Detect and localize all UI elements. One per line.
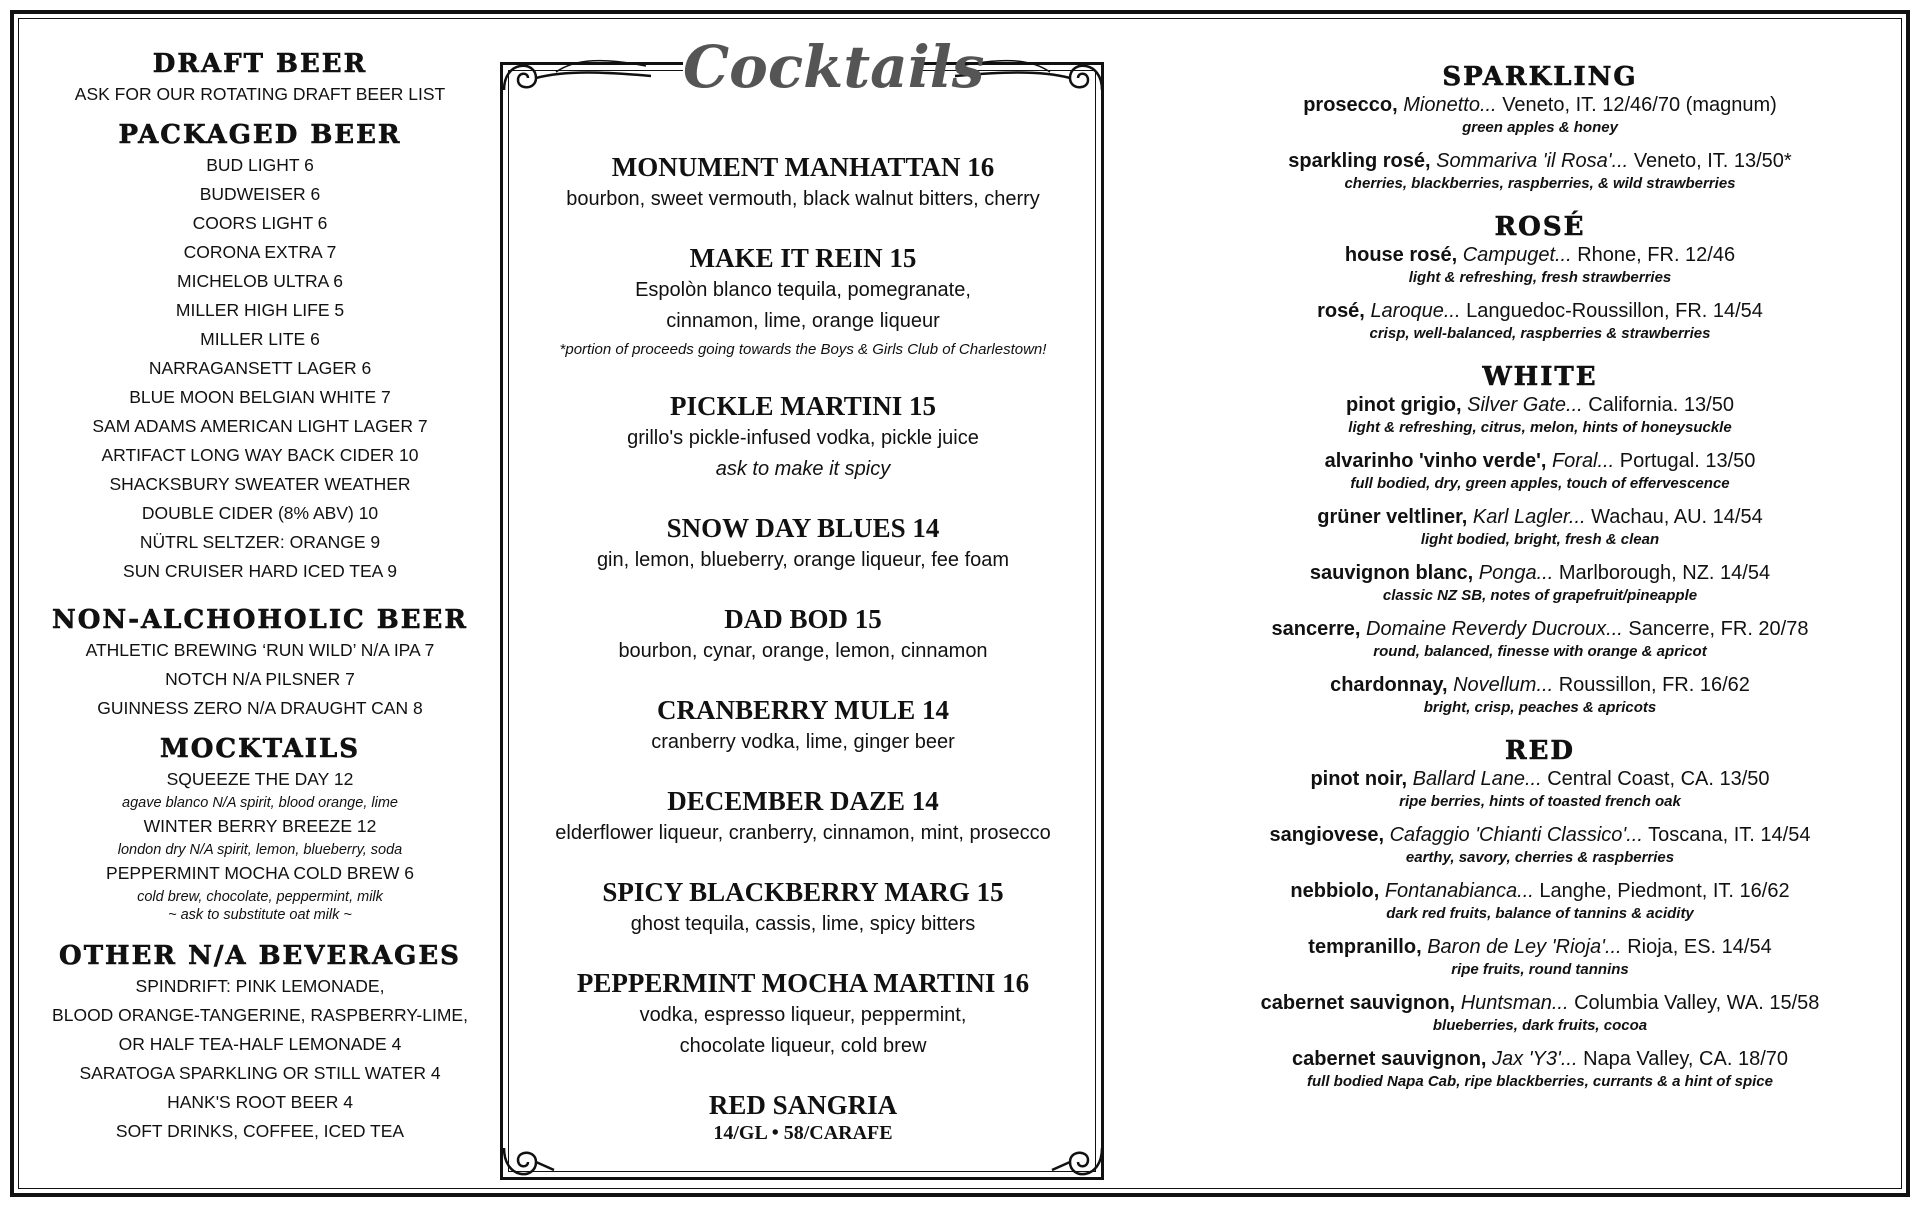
cocktail-item (498, 150, 1108, 215)
other-na-heading: OTHER N/A BEVERAGES (59, 941, 461, 971)
list-item: SHACKSBURY SWEATER WEATHER (109, 474, 411, 494)
cocktail-desc: vodka, espresso liqueur, peppermint, (639, 1004, 967, 1026)
wine-note: bright, crisp, peaches & apricots (1423, 699, 1657, 716)
wine-region-price: Wachau, AU. 14/54 (1591, 506, 1763, 528)
cocktail-desc: Espolòn blanco tequila, pomegranate, (635, 279, 971, 301)
packaged-beer-heading: PACKAGED BEER (118, 120, 402, 150)
wine-producer: Silver Gate... (1467, 394, 1583, 416)
wine-note: earthy, savory, cherries & raspberries (1405, 849, 1675, 866)
wine-item (1200, 990, 1880, 1016)
wine-producer: Laroque... (1370, 300, 1461, 322)
wine-note: blueberries, dark fruits, cocoa (1432, 1017, 1648, 1034)
wine-note: classic NZ SB, notes of grapefruit/pineapple (1382, 587, 1698, 604)
wine-item (1200, 298, 1880, 324)
non-alcoholic-beer-heading: NON-ALCHOHOLIC BEER (52, 605, 468, 635)
wine-name: sancerre, (1271, 618, 1361, 640)
mocktail-name: PEPPERMINT MOCHA COLD BREW 6 (106, 863, 414, 883)
cocktail-desc: gin, lemon, blueberry, orange liqueur, fee foam (596, 549, 1010, 571)
wine-name: pinot grigio, (1346, 394, 1462, 416)
wine-item (1200, 766, 1880, 792)
wine-name: prosecco, (1303, 94, 1398, 116)
wine-note: light bodied, bright, fresh & clean (1420, 531, 1660, 548)
cocktail-name: PEPPERMINT MOCHA MARTINI 16 (576, 968, 1030, 998)
wine-name: sparkling rosé, (1288, 150, 1431, 172)
wine-producer: Novellum... (1453, 674, 1554, 696)
list-item: MILLER HIGH LIFE 5 (175, 300, 345, 320)
wine-region-price: Napa Valley, CA. 18/70 (1583, 1048, 1788, 1070)
wine-item (1200, 878, 1880, 904)
list-item: GUINNESS ZERO N/A DRAUGHT CAN 8 (97, 698, 423, 718)
wine-producer: Karl Lagler... (1472, 506, 1586, 528)
wine-producer: Baron de Ley 'Rioja'... (1427, 936, 1622, 958)
mocktails-heading: MOCKTAILS (159, 734, 361, 764)
wine-producer: Huntsman... (1460, 992, 1569, 1014)
sangria-name: RED SANGRIA (708, 1090, 898, 1120)
wine-region-price: Rioja, ES. 14/54 (1627, 936, 1772, 958)
cocktail-desc: grillo's pickle-infused vodka, pickle juice (627, 427, 979, 449)
wine-region-price: Portugal. 13/50 (1619, 450, 1756, 472)
cocktail-item (498, 1088, 1108, 1145)
wine-note: light & refreshing, citrus, melon, hints of honeysuckle (1348, 419, 1732, 436)
cocktail-name: MONUMENT MANHATTAN 16 (611, 152, 995, 182)
wine-region-price: Langhe, Piedmont, IT. 16/62 (1539, 880, 1790, 902)
list-item: BUDWEISER 6 (199, 184, 321, 204)
cocktail-item (498, 784, 1108, 849)
cocktail-column (498, 33, 1108, 1171)
cocktail-name: CRANBERRY MULE 14 (656, 695, 950, 725)
mocktail-name: WINTER BERRY BREEZE 12 (143, 816, 377, 836)
mocktail-note: ~ ask to substitute oat milk ~ (168, 907, 352, 923)
cocktail-item (498, 875, 1108, 940)
wine-item (1200, 392, 1880, 418)
list-item: ARTIFACT LONG WAY BACK CIDER 10 (101, 445, 419, 465)
list-item: BLOOD ORANGE-TANGERINE, RASPBERRY-LIME, (52, 1005, 468, 1025)
wine-note: full bodied Napa Cab, ripe blackberries, currants & a hint of spice (1307, 1073, 1773, 1090)
list-item: BLUE MOON BELGIAN WHITE 7 (129, 387, 391, 407)
cocktail-desc: bourbon, sweet vermouth, black walnut bitters, cherry (566, 188, 1040, 210)
list-item: NÜTRL SELTZER: ORANGE 9 (139, 532, 381, 552)
wine-name: grüner veltliner, (1317, 506, 1468, 528)
wine-region-price: Rhone, FR. 12/46 (1577, 244, 1736, 266)
cocktail-note: *portion of proceeds going towards the Boys & Girls Club of Charlestown! (559, 341, 1047, 358)
list-item: BUD LIGHT 6 (206, 155, 314, 175)
cocktail-item (498, 966, 1108, 1062)
wine-note: full bodied, dry, green apples, touch of effervescence (1350, 475, 1730, 492)
packaged-beer-list (40, 151, 480, 586)
wine-name: chardonnay, (1330, 674, 1448, 696)
wine-producer: Domaine Reverdy Ducroux... (1366, 618, 1623, 640)
cocktail-desc: ghost tequila, cassis, lime, spicy bitters (630, 913, 976, 935)
wine-note: cherries, blackberries, raspberries, & wild strawberries (1344, 175, 1736, 192)
wine-name: cabernet sauvignon, (1260, 992, 1456, 1014)
list-item: SAM ADAMS AMERICAN LIGHT LAGER 7 (92, 416, 428, 436)
wine-producer: Fontanabianca... (1384, 880, 1534, 902)
wine-item (1200, 92, 1880, 118)
beer-column (40, 48, 480, 1146)
list-item: SOFT DRINKS, COFFEE, ICED TEA (115, 1121, 405, 1141)
cocktail-desc: cinnamon, lime, orange liqueur (666, 310, 940, 332)
wine-name: rosé, (1317, 300, 1365, 322)
wine-region-price: Veneto, IT. 13/50* (1633, 150, 1792, 172)
wine-name: sangiovese, (1269, 824, 1385, 846)
wine-note: crisp, well-balanced, raspberries & strawberries (1369, 325, 1711, 342)
cocktail-desc: chocolate liqueur, cold brew (679, 1035, 927, 1057)
wine-section-heading: WHITE (1482, 362, 1598, 392)
wine-name: tempranillo, (1308, 936, 1422, 958)
wine-note: light & refreshing, fresh strawberries (1408, 269, 1672, 286)
wine-producer: Sommariva 'il Rosa'... (1436, 150, 1629, 172)
wine-region-price: California. 13/50 (1588, 394, 1734, 416)
wine-region-price: Veneto, IT. 12/46/70 (magnum) (1502, 94, 1777, 116)
cocktail-name: PICKLE MARTINI 15 (669, 391, 937, 421)
wine-item (1200, 822, 1880, 848)
wine-name: pinot noir, (1310, 768, 1408, 790)
cocktail-item (498, 511, 1108, 576)
wine-section-heading: RED (1505, 736, 1575, 766)
list-item: SARATOGA SPARKLING OR STILL WATER 4 (79, 1063, 441, 1083)
cocktail-name: SNOW DAY BLUES 14 (666, 513, 940, 543)
mocktail-note: london dry N/A spirit, lemon, blueberry, soda (117, 842, 403, 858)
sangria-price: 14/GL • 58/CARAFE (713, 1122, 893, 1144)
wine-section-heading: SPARKLING (1442, 62, 1638, 92)
draft-beer-heading: DRAFT BEER (152, 49, 368, 79)
wine-note: green apples & honey (1462, 119, 1618, 136)
wine-producer: Mionetto... (1403, 94, 1497, 116)
list-item: HANK'S ROOT BEER 4 (167, 1092, 353, 1112)
wine-item (1200, 148, 1880, 174)
wine-name: cabernet sauvignon, (1291, 1048, 1487, 1070)
wine-producer: Cafaggio 'Chianti Classico'... (1389, 824, 1643, 846)
cocktail-item (498, 602, 1108, 667)
cocktail-name: DAD BOD 15 (724, 604, 882, 634)
wine-note: ripe fruits, round tannins (1451, 961, 1629, 978)
wine-item (1200, 560, 1880, 586)
wine-name: nebbiolo, (1290, 880, 1380, 902)
cocktail-name: DECEMBER DAZE 14 (667, 786, 939, 816)
wine-item (1200, 504, 1880, 530)
list-item: MILLER LITE 6 (200, 329, 320, 349)
wine-name: house rosé, (1344, 244, 1458, 266)
mocktail-note: agave blanco N/A spirit, blood orange, lime (122, 795, 398, 811)
wine-region-price: Roussillon, FR. 16/62 (1558, 674, 1750, 696)
wine-column (1200, 62, 1880, 1102)
cocktail-desc: bourbon, cynar, orange, lemon, cinnamon (618, 640, 988, 662)
cocktail-item (498, 389, 1108, 485)
wine-producer: Ponga... (1478, 562, 1554, 584)
wine-producer: Jax 'Y3'... (1492, 1048, 1578, 1070)
wine-note: ripe berries, hints of toasted french oak (1399, 793, 1681, 810)
wine-producer: Foral... (1551, 450, 1615, 472)
mocktail-name: SQUEEZE THE DAY 12 (166, 769, 354, 789)
cocktail-name: MAKE IT REIN 15 (689, 243, 917, 273)
draft-beer-note: ASK FOR OUR ROTATING DRAFT BEER LIST (74, 84, 446, 104)
wine-region-price: Central Coast, CA. 13/50 (1547, 768, 1770, 790)
list-item: COORS LIGHT 6 (192, 213, 328, 233)
wine-item (1200, 934, 1880, 960)
wine-item (1200, 1046, 1880, 1072)
wine-note: dark red fruits, balance of tannins & acidity (1386, 905, 1694, 922)
list-item: CORONA EXTRA 7 (183, 242, 337, 262)
wine-item (1200, 672, 1880, 698)
cocktail-desc: elderflower liqueur, cranberry, cinnamon, mint, prosecco (555, 822, 1051, 844)
cocktails-title: Cocktails (683, 33, 985, 101)
wine-region-price: Marlborough, NZ. 14/54 (1558, 562, 1771, 584)
cocktail-item (498, 241, 1108, 363)
wine-region-price: Columbia Valley, WA. 15/58 (1574, 992, 1820, 1014)
wine-region-price: Languedoc-Roussillon, FR. 14/54 (1466, 300, 1763, 322)
list-item: SPINDRIFT: PINK LEMONADE, (135, 976, 385, 996)
list-item: OR HALF TEA-HALF LEMONADE 4 (118, 1034, 402, 1054)
wine-section-heading: ROSÉ (1494, 212, 1586, 242)
list-item: MICHELOB ULTRA 6 (177, 271, 343, 291)
cocktail-desc: ask to make it spicy (715, 458, 891, 480)
cocktail-desc: cranberry vodka, lime, ginger beer (651, 731, 955, 753)
list-item: ATHLETIC BREWING ‘RUN WILD’ N/A IPA 7 (85, 640, 435, 660)
wine-item (1200, 242, 1880, 268)
list-item: NARRAGANSETT LAGER 6 (148, 358, 372, 378)
wine-producer: Campuget... (1462, 244, 1572, 266)
wine-name: alvarinho 'vinho verde', (1324, 450, 1547, 472)
wine-item (1200, 616, 1880, 642)
wine-region-price: Toscana, IT. 14/54 (1648, 824, 1811, 846)
wine-item (1200, 448, 1880, 474)
wine-name: sauvignon blanc, (1309, 562, 1474, 584)
wine-region-price: Sancerre, FR. 20/78 (1628, 618, 1809, 640)
mocktail-note: cold brew, chocolate, peppermint, milk (137, 889, 383, 905)
list-item: DOUBLE CIDER (8% ABV) 10 (141, 503, 379, 523)
list-item: NOTCH N/A PILSNER 7 (165, 669, 355, 689)
wine-note: round, balanced, finesse with orange & apricot (1373, 643, 1707, 660)
cocktail-item (498, 693, 1108, 758)
list-item: SUN CRUISER HARD ICED TEA 9 (123, 561, 397, 581)
cocktail-name: SPICY BLACKBERRY MARG 15 (602, 877, 1004, 907)
wine-producer: Ballard Lane... (1412, 768, 1542, 790)
